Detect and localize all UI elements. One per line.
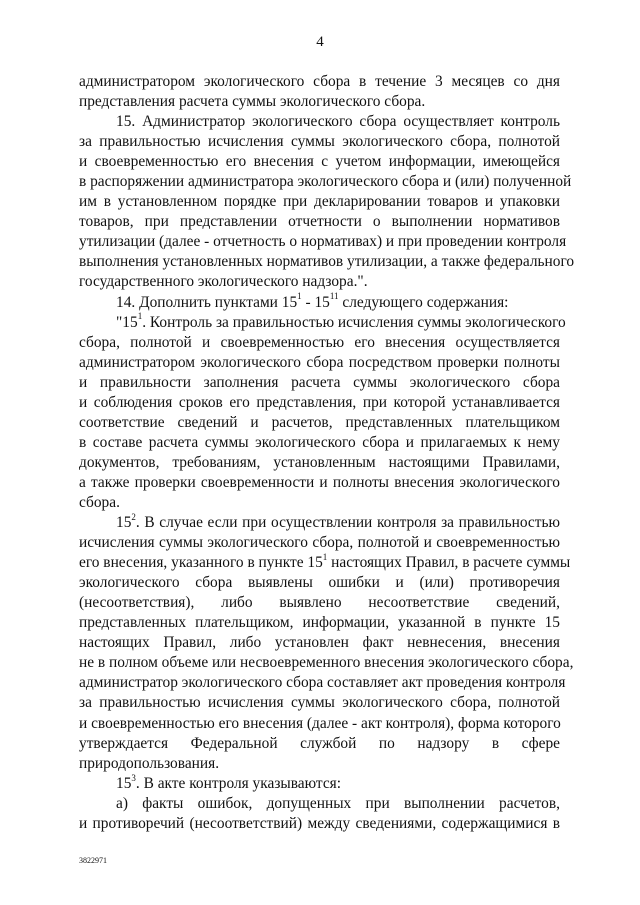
text-line: экологического сбора выявлены ошибки и (или) противоречия <box>79 574 560 592</box>
text-line: (несоответствия), либо выявлено несоответствие сведений, <box>79 594 560 612</box>
text-line: сбора. <box>79 493 120 511</box>
text-line: сбора, полнотой и своевременностью его внесения осуществляется <box>79 333 560 351</box>
text-line: настоящих Правил, либо установлен факт невнесения, внесения <box>79 634 560 652</box>
text-line: исчисления суммы экологического сбора, полнотой и своевременностью <box>79 534 560 552</box>
text-line: а) факты ошибок, допущенных при выполнении расчетов, <box>116 794 560 812</box>
text-line: $15^2$. В случае если при осуществлении контроля за правильностью <box>116 511 560 532</box>
text-line: государственного экологического надзора.". <box>79 273 368 291</box>
text-line: и противоречий (несоответствий) между сведениями, содержащимися в <box>79 814 560 832</box>
text-line: не в полном объеме или несвоевременного внесения экологического сбора, <box>79 654 574 672</box>
text-line: "$15^1$. Контроль за правильностью исчисления суммы экологического <box>116 311 566 331</box>
text-line: им в установленном порядке при декларировании товаров и упаковки <box>79 193 560 211</box>
text-line: соответствие сведений и расчетов, представленных плательщиком <box>79 413 560 431</box>
text-line: а также проверки своевременности и полноты внесения экологического <box>79 473 560 491</box>
text-line: $15^3$. В акте контроля указываются: <box>116 772 342 792</box>
text-line: утилизации (далее - отчетность о нормативах) и при проведении контроля <box>79 233 567 251</box>
text-line: выполнения установленных нормативов утилизации, а также федерального <box>79 253 575 271</box>
text-line: администратор экологического сбора составляет акт проведения контроля <box>79 674 566 692</box>
text-line: в распоряжении администратора экологического сбора и (или) полученной <box>79 173 572 191</box>
text-line: в составе расчета суммы экологического сбора и прилагаемых к нему <box>79 433 560 451</box>
document-body <box>79 72 575 834</box>
text-line: представления расчета суммы экологического сбора. <box>79 93 426 111</box>
text-line: 14. Дополнить пунктами $15^1 - 15^{11}$ следующего содержания: <box>116 291 509 311</box>
text-line: за правильностью исчисления суммы экологического сбора, полнотой <box>79 694 560 712</box>
text-line: 15. Администратор экологического сбора осуществляет контроль <box>116 113 560 131</box>
text-line: представленных плательщиком, информации, указанной в пункте 15 <box>79 614 560 632</box>
text-line: утверждается Федеральной службой по надзору в сфере <box>79 734 560 752</box>
document-id: 3822971 <box>79 856 107 865</box>
text-line: товаров, при представлении отчетности о выполнении нормативов <box>79 213 560 231</box>
text-line: за правильностью исчисления суммы экологического сбора, полнотой <box>79 133 560 151</box>
text-line: и правильности заполнения расчета суммы экологического сбора <box>79 373 560 391</box>
text-line: и своевременностью его внесения с учетом информации, имеющейся <box>79 153 560 171</box>
text-line: администратором экологического сбора в течение 3 месяцев со дня <box>79 73 560 90</box>
text-line: и соблюдения сроков его представления, при которой устанавливается <box>79 393 560 411</box>
text-line: и своевременностью его внесения (далее - акт контроля), форма которого <box>79 714 561 732</box>
text-line: документов, требованиям, установленным настоящими Правилами, <box>79 453 560 471</box>
page-number: 4 <box>316 34 324 50</box>
text-line: его внесения, указанного в пункте $15^1$ настоящих Правил, в расчете суммы <box>79 552 571 572</box>
text-line: администратором экологического сбора посредством проверки полноты <box>79 353 560 371</box>
text-line: природопользования. <box>79 754 220 772</box>
